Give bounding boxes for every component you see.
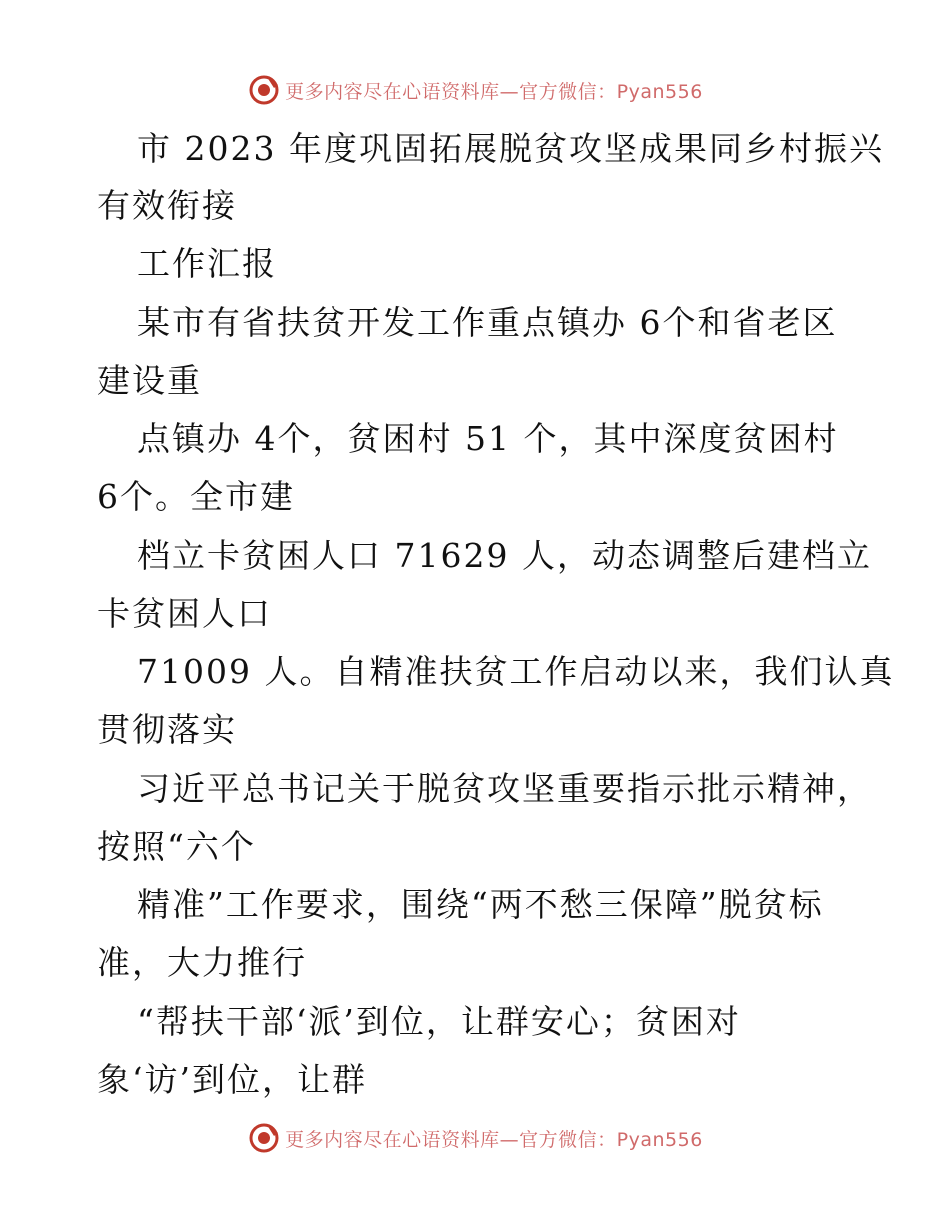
watermark-text: 更多内容尽在心语资料库—官方微信：Pyan556 <box>285 1128 703 1151</box>
watermark-logo-icon <box>247 1121 281 1155</box>
body-line: 贯彻落实 <box>97 710 237 749</box>
body-line: 71009 人。自精准扶贫工作启动以来，我们认真 <box>137 652 895 691</box>
body-line: 点镇办 4个，贫困村 51 个，其中深度贫困村 <box>137 419 839 458</box>
body-line: 6个。全市建 <box>97 477 295 516</box>
body-line: 某市有省扶贫开发工作重点镇办 6个和省老区 <box>137 303 838 342</box>
body-line: 卡贫困人口 <box>97 594 272 633</box>
watermark-logo-icon <box>247 73 281 107</box>
watermark-header <box>0 70 950 110</box>
body-line: 市 2023 年度巩固拓展脱贫攻坚成果同乡村振兴 <box>137 129 884 168</box>
body-line: 建设重 <box>97 361 202 400</box>
body-line: 档立卡贫困人口 71629 人，动态调整后建档立 <box>137 536 872 575</box>
body-line: 按照“六个 <box>97 827 256 866</box>
body-line: 准，大力推行 <box>97 943 307 982</box>
body-line: 习近平总书记关于脱贫攻坚重要指示批示精神， <box>137 769 872 808</box>
body-line: 精准”工作要求，围绕“两不愁三保障”脱贫标 <box>137 885 824 924</box>
body-line: 有效衔接 <box>97 186 237 225</box>
watermark-footer <box>0 1118 950 1158</box>
body-line: 工作汇报 <box>137 244 277 283</box>
watermark-text: 更多内容尽在心语资料库—官方微信：Pyan556 <box>285 80 703 103</box>
body-line: 象‘访’到位，让群 <box>97 1060 367 1099</box>
body-line: “帮扶干部‘派’到位，让群安心；贫困对 <box>137 1002 741 1041</box>
